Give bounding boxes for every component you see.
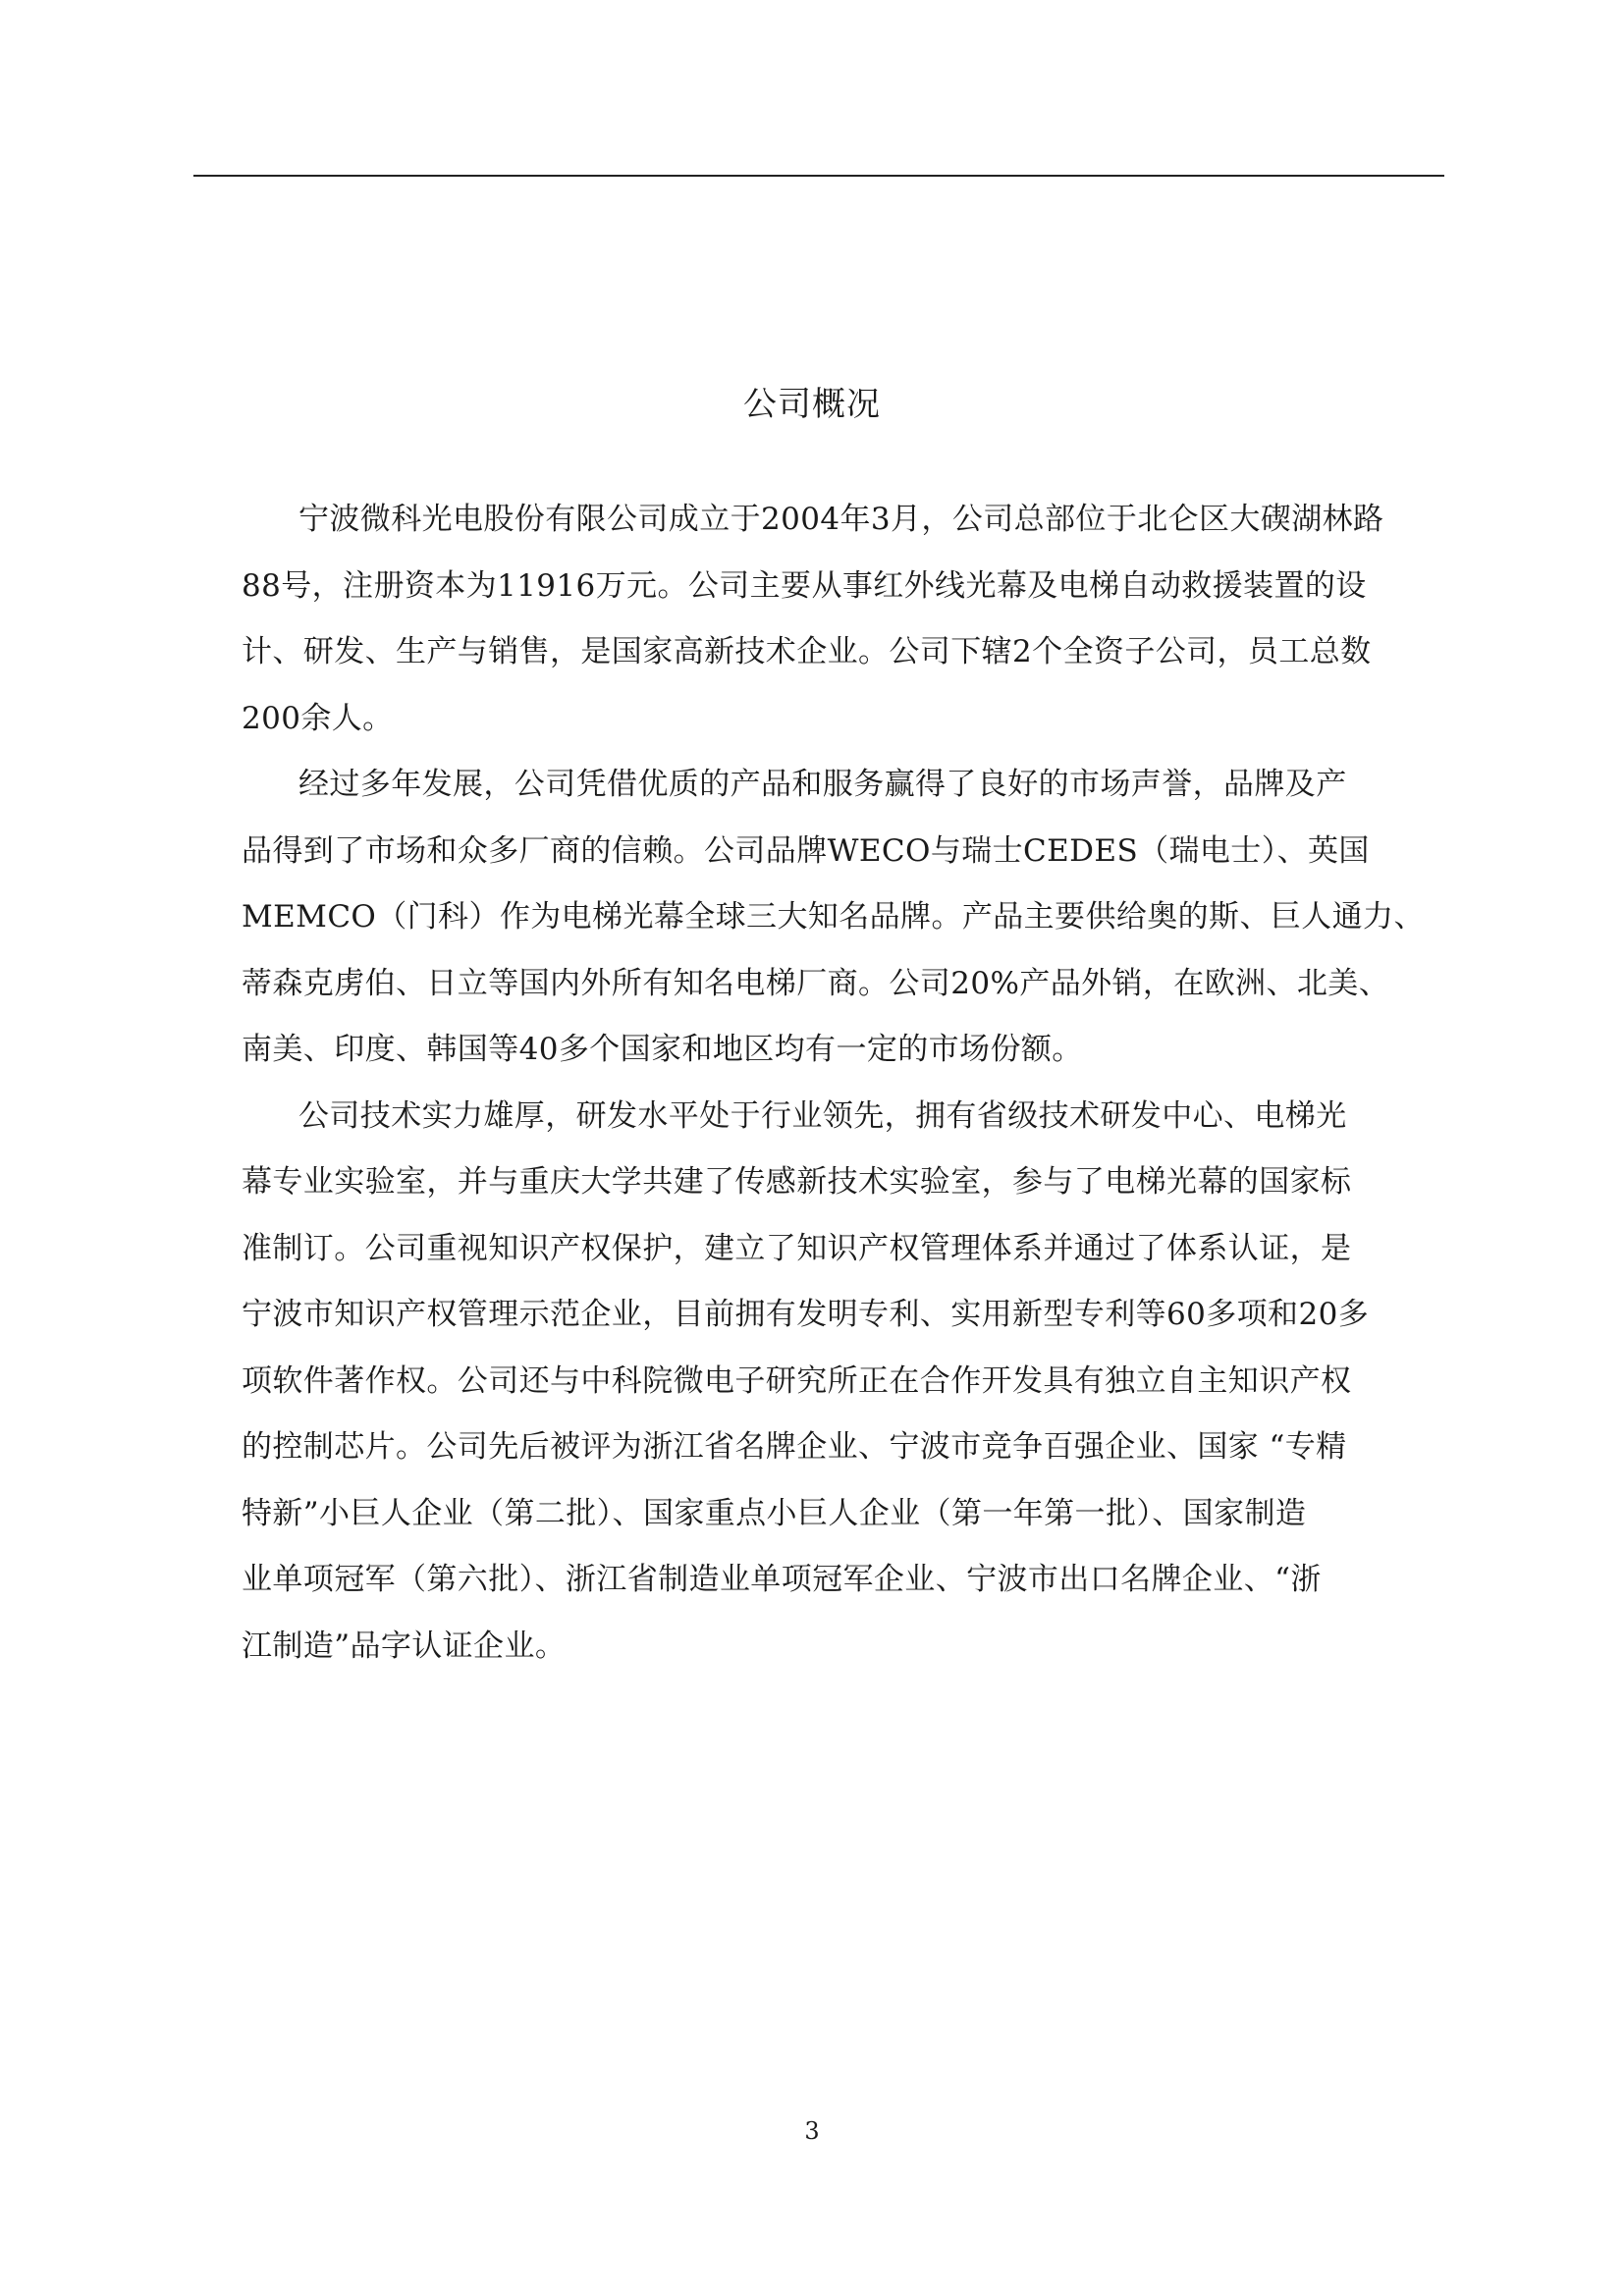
paragraph-overview: [242, 487, 1400, 752]
text-line: 业单项冠军（第六批）、浙江省制造业单项冠军企业、宁波市出口名牌企业、“浙: [242, 1562, 1322, 1597]
text-line: 的控制芯片。公司先后被评为浙江省名牌企业、宁波市竞争百强企业、国家 “专精: [242, 1429, 1347, 1465]
header-rule: [193, 175, 1444, 177]
text-line: 计、研发、生产与销售，是国家高新技术企业。公司下辖2个全资子公司，员工总数: [242, 634, 1372, 669]
paragraph-market: [242, 752, 1425, 1084]
text-line: 江制造”品字认证企业。: [242, 1628, 567, 1664]
text-line: 经过多年发展，公司凭借优质的产品和服务赢得了良好的市场声誉，品牌及产: [298, 767, 1347, 802]
text-line: 200余人。: [242, 700, 394, 736]
text-line: 南美、印度、韩国等40多个国家和地区均有一定的市场份额。: [242, 1032, 1083, 1067]
text-line: 品得到了市场和众多厂商的信赖。公司品牌WECO与瑞士CEDES（瑞电士）、英国: [242, 832, 1370, 869]
text-line: 特新”小巨人企业（第二批）、国家重点小巨人企业（第一年第一批）、国家制造: [242, 1495, 1307, 1531]
page-title: 公司概况: [743, 385, 881, 424]
paragraph-technology: [242, 1084, 1400, 1681]
text-line: 准制订。公司重视知识产权保护，建立了知识产权管理体系并通过了体系认证，是: [242, 1230, 1352, 1266]
text-line: 88号，注册资本为11916万元。公司主要从事红外线光幕及电梯自动救援装置的设: [242, 567, 1367, 604]
text-line: 项软件著作权。公司还与中科院微电子研究所正在合作开发具有独立自主知识产权: [242, 1362, 1352, 1399]
page-number: 3: [804, 2117, 820, 2145]
text-line: MEMCO（门科）作为电梯光幕全球三大知名品牌。产品主要供给奥的斯、巨人通力、: [242, 899, 1425, 934]
text-line: 幕专业实验室，并与重庆大学共建了传感新技术实验室，参与了电梯光幕的国家标: [242, 1164, 1352, 1200]
text-line: 宁波微科光电股份有限公司成立于2004年3月，公司总部位于北仑区大碶湖林路: [298, 502, 1384, 537]
text-line: 宁波市知识产权管理示范企业，目前拥有发明专利、实用新型专利等60多项和20多: [242, 1297, 1370, 1332]
text-line: 公司技术实力雄厚，研发水平处于行业领先，拥有省级技术研发中心、电梯光: [298, 1097, 1347, 1134]
body-text: [242, 487, 1425, 1680]
text-line: 蒂森克虏伯、日立等国内外所有知名电梯厂商。公司20%产品外销，在欧洲、北美、: [242, 965, 1390, 1001]
